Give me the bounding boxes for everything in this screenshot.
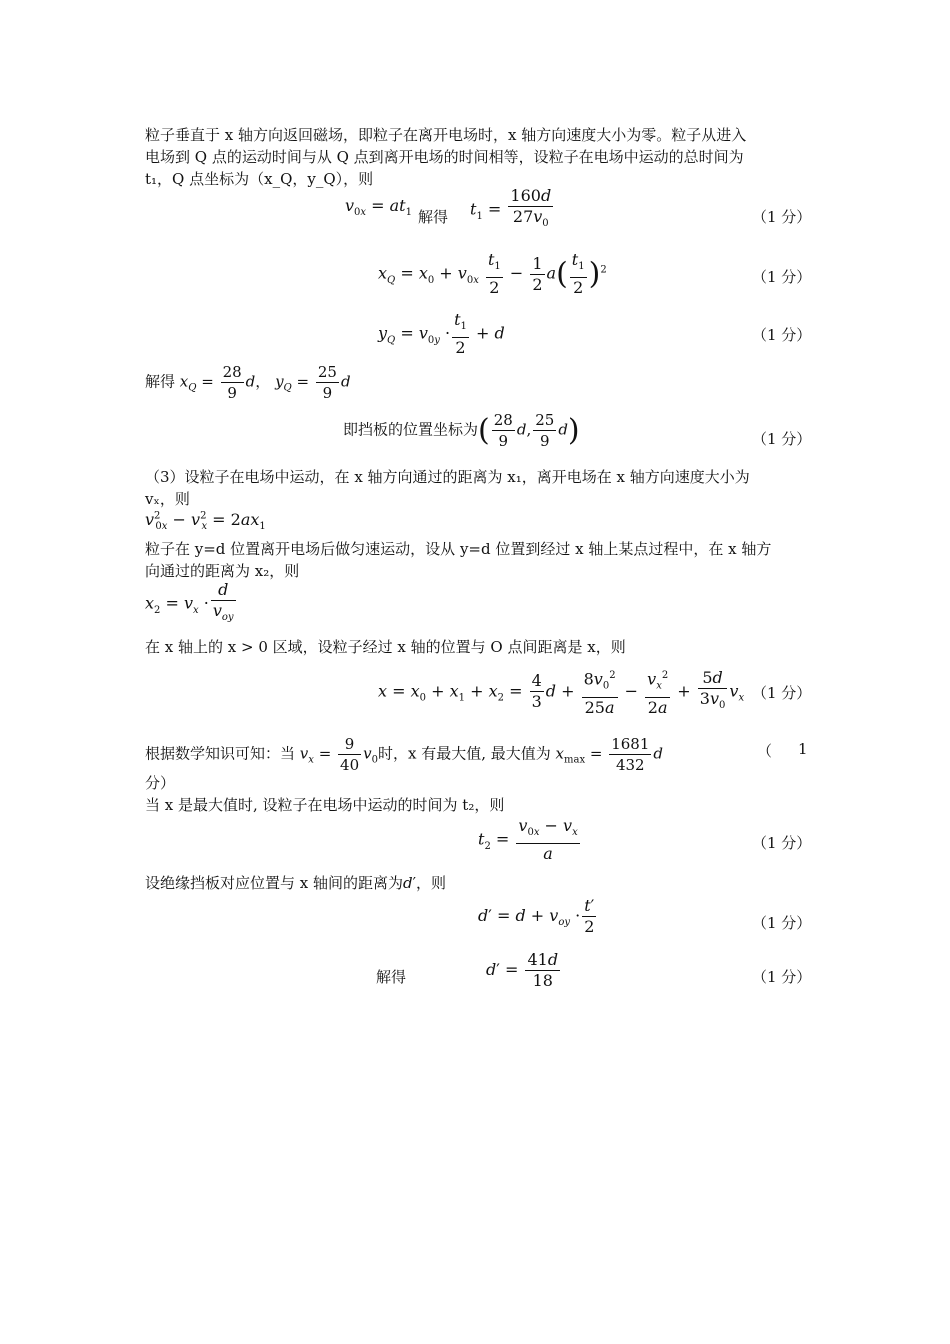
text-line: 粒子在 y=d 位置离开电场后做匀速运动，设从 y=d 位置到经过 x 轴上某点过程中，在 x 轴方 bbox=[145, 540, 772, 558]
text-line: 粒子垂直于 x 轴方向返回磁场，即粒子在离开电场时，x 轴方向速度大小为零。粒子从进入 bbox=[145, 126, 747, 144]
text-line: 在 x 轴上的 x > 0 区域，设粒子经过 x 轴的位置与 O 点间距离是 x，则 bbox=[145, 638, 626, 656]
text-line: 当 x 是最大值时, 设粒子在电场中运动的时间为 t₂，则 bbox=[145, 796, 505, 814]
equation-d-prime-result: d′ = $\frac{41d}{18}$ bbox=[486, 950, 559, 990]
score-label: （1 分） bbox=[752, 968, 812, 986]
text-line: vₓ，则 bbox=[145, 490, 190, 508]
text-line: 设绝缘挡板对应位置与 x 轴间的距离为d′，则 bbox=[145, 874, 447, 892]
max-condition: 根据数学知识可知：当 $v_x$ = $\frac{9}{40}$ $v_0$时，x 有最大值, 最大值为 $x_{max}$ = $\frac{1681}{432}$ d bbox=[145, 735, 663, 774]
equation-d-prime: $d' = d + v_{oy}$ · $\frac{t'}{2}$ bbox=[478, 896, 595, 936]
equation-yq: $y_Q = v_{0y}$ · $\frac{t_1}{2}$ + d bbox=[378, 310, 505, 358]
baffle-position: 即挡板的位置坐标为( $\frac{28}{9}$ d, $\frac{25}{9}$ d) bbox=[343, 411, 580, 450]
text-line: （3）设粒子在电场中运动，在 x 轴方向通过的距离为 x₁，离开电场在 x 轴方向速度大小为 bbox=[145, 468, 750, 486]
text-line: t₁，Q 点坐标为（x_Q，y_Q），则 bbox=[145, 170, 374, 188]
solution-xq-yq: 解得 $x_Q$ = $\frac{28}{9}$ d， $y_Q$ = $\frac{25}{9}$ d bbox=[145, 363, 351, 402]
score-label: （1 分） bbox=[752, 684, 812, 702]
score-label: （1 分） bbox=[752, 326, 812, 344]
score-num: 1 bbox=[798, 740, 808, 758]
equation-x2: $x_2 = v_x$ · $\frac{d}{v_{oy}}$ bbox=[145, 580, 234, 624]
text-line: 向通过的距离为 x₂，则 bbox=[145, 562, 300, 580]
score-open: （ bbox=[757, 742, 773, 760]
score-label: （1 分） bbox=[752, 834, 812, 852]
score-label: （1 分） bbox=[752, 430, 812, 448]
equation-t2: $t_2$ = $\frac{v_{0x} - v_x}{a}$ bbox=[478, 816, 578, 864]
text-line: 电场到 Q 点的运动时间与从 Q 点到离开电场的时间相等，设粒子在电场中运动的总时间为 bbox=[145, 148, 744, 166]
equation-vx: $v^2_{0x} - v^2_x = 2ax_1$ bbox=[145, 510, 266, 533]
equation-v0x: $v_{0x} = at_1$ bbox=[345, 196, 412, 219]
equation-t1: $t_1$ = $\frac{160d}{27v_0}$ bbox=[470, 186, 552, 230]
text-line: 分） bbox=[145, 774, 176, 792]
equation-x: $x = x_0 + x_1 + x_2$ = $\frac{4}{3}$ d + $\frac{8v_0^2}{25a}$ − $\frac{v_x^2}{2a}$ + $\frac{5d}{3v_0}$ $v_x$ bbox=[378, 667, 745, 717]
score-label: （1 分） bbox=[752, 268, 812, 286]
score-label: （1 分） bbox=[752, 208, 812, 226]
score-label: （1 分） bbox=[752, 914, 812, 932]
solve-label: 解得 bbox=[376, 968, 407, 986]
solve-label: 解得 bbox=[418, 208, 449, 226]
equation-xq: $x_Q = x_0 + v_{0x}$ $\frac{t_1}{2}$ − $\frac{1}{2}$ a( $\frac{t_1}{2}$ )$^2$ bbox=[378, 250, 607, 298]
